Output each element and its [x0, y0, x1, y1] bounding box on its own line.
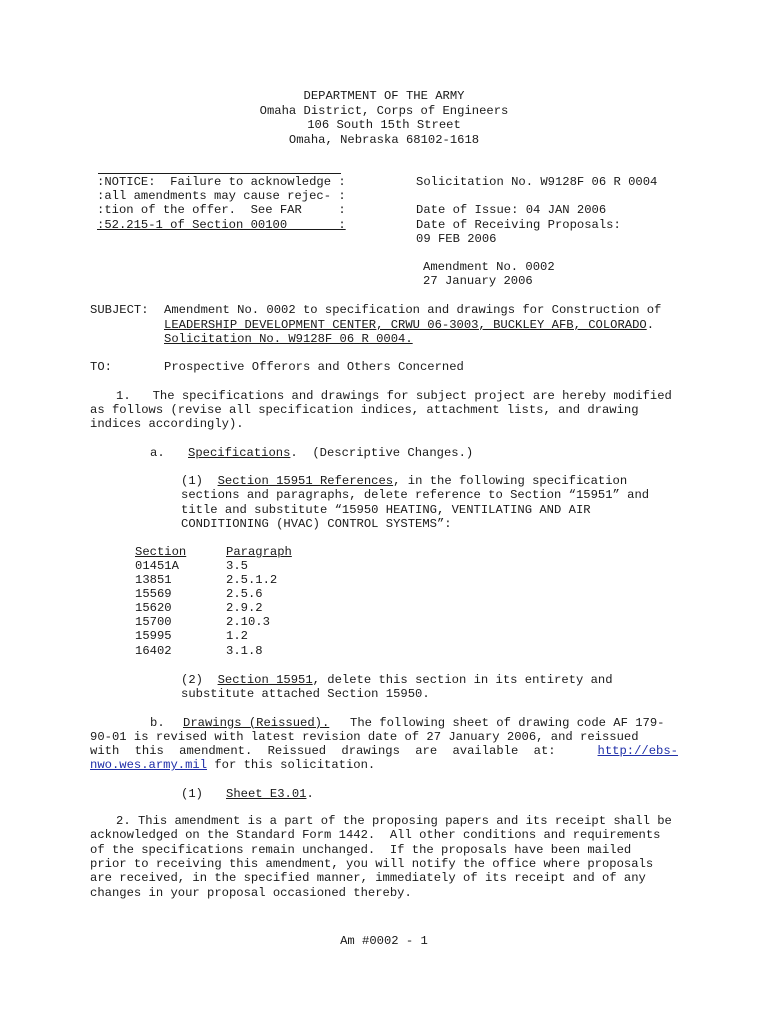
amendment-number: Amendment No. 0002 [423, 260, 555, 274]
project-title-period: . [646, 318, 655, 332]
header-street: 106 South 15th Street [307, 118, 461, 132]
project-title [164, 318, 654, 332]
item-b-title-text: Drawings (Reissued). [183, 716, 330, 730]
para2-line: are received, in the specified manner, immediately of its receipt and of any [90, 871, 646, 885]
subject-line: Amendment No. 0002 to specification and drawings for Construction of [164, 303, 662, 317]
item-a1-line: title and substitute “15950 HEATING, VENTILATING AND AIR [181, 503, 591, 517]
para2-line: of the specifications remain unchanged. If the proposals have been mailed [90, 843, 632, 857]
date-of-issue: Date of Issue: 04 JAN 2006 [416, 203, 607, 217]
receiving-label: Date of Receiving Proposals: [416, 218, 621, 232]
para1-line: indices accordingly). [90, 417, 244, 431]
item-b-line3-text: with this amendment. Reissued drawings are available at: [90, 744, 556, 758]
table-header-paragraph: Paragraph [226, 545, 292, 559]
to-recipients: Prospective Offerors and Others Concerned [164, 360, 464, 374]
item-b-line4-rest: for this solicitation. [207, 758, 376, 772]
table-cell-paragraph: 2.5.1.2 [226, 573, 278, 587]
item-a1-line [181, 474, 627, 488]
item-b1-line [226, 787, 314, 801]
to-label: TO: [90, 360, 112, 374]
item-a2-num: (2) [181, 673, 203, 687]
table-cell-paragraph: 2.10.3 [226, 615, 270, 629]
para1-line: as follows (revise all specification indices, attachment lists, and drawing [90, 403, 639, 417]
table-cell-section: 15569 [135, 587, 172, 601]
item-a-title: Specifications [188, 446, 291, 460]
table-cell-section: 15700 [135, 615, 172, 629]
table-cell-section: 15620 [135, 601, 172, 615]
item-a2-line [181, 673, 613, 687]
notice-line: :tion of the offer. See FAR : [97, 203, 346, 217]
notice-line: :52.215-1 of Section 00100 : [97, 218, 346, 232]
item-a2-rest: , delete this section in its entirety and [312, 673, 613, 687]
notice-line: :all amendments may cause rejec- : [97, 189, 346, 203]
project-title-text: LEADERSHIP DEVELOPMENT CENTER, CRWU 06-3003, BUCKLEY AFB, COLORADO [164, 318, 647, 332]
item-b-line [90, 758, 375, 772]
para2-line: 2. This amendment is a part of the proposing papers and its receipt shall be [116, 814, 672, 828]
table-cell-section: 15995 [135, 629, 172, 643]
item-b1-end: . [306, 787, 314, 801]
table-cell-paragraph: 2.5.6 [226, 587, 263, 601]
header-org: DEPARTMENT OF THE ARMY [303, 89, 465, 103]
item-b-line: 90-01 is revised with latest revision date of 27 January 2006, and reissued [90, 730, 639, 744]
item-b1-title: Sheet E3.01 [226, 787, 307, 801]
item-b-title [183, 716, 329, 730]
item-a-prefix: a. [150, 446, 165, 460]
receiving-date: 09 FEB 2006 [416, 232, 497, 246]
item-a2-line: substitute attached Section 15950. [181, 687, 430, 701]
header-district: Omaha District, Corps of Engineers [259, 104, 509, 118]
table-cell-paragraph: 2.9.2 [226, 601, 263, 615]
table-cell-paragraph: 3.1.8 [226, 644, 263, 658]
item-a1-num: (1) [181, 474, 203, 488]
para2-line: prior to receiving this amendment, you will notify the office where proposals [90, 857, 654, 871]
header-city: Omaha, Nebraska 68102-1618 [288, 133, 480, 147]
item-a1-line: CONDITIONING (HVAC) CONTROL SYSTEMS”: [181, 517, 452, 531]
notice-top-rule [98, 173, 341, 174]
amendment-date: 27 January 2006 [423, 274, 533, 288]
item-a2-title: Section 15951 [217, 673, 313, 687]
page-footer: Am #0002 - 1 [340, 934, 428, 948]
para2-line: acknowledged on the Standard Form 1442. All other conditions and requirements [90, 828, 661, 842]
item-a-rest: . (Descriptive Changes.) [290, 446, 474, 460]
para2-line: changes in your proposal occasioned thereby. [90, 886, 412, 900]
item-a1-title: Section 15951 References [217, 474, 394, 488]
solicitation-number: Solicitation No. W9128F 06 R 0004 [416, 175, 658, 189]
notice-line: :NOTICE: Failure to acknowledge : [97, 175, 346, 189]
drawings-link-continued[interactable]: nwo.wes.army.mil [90, 758, 208, 772]
item-b-line: The following sheet of drawing code AF 179- [350, 716, 665, 730]
item-b-link-line [90, 744, 678, 758]
table-cell-paragraph: 3.5 [226, 559, 248, 573]
subject-label: SUBJECT: [90, 303, 149, 317]
table-cell-section: 16402 [135, 644, 172, 658]
table-header-section: Section [135, 545, 187, 559]
para1-line: 1. The specifications and drawings for subject project are hereby modified [116, 389, 672, 403]
table-cell-paragraph: 1.2 [226, 629, 248, 643]
item-b-prefix: b. [150, 716, 165, 730]
subject-solicitation: Solicitation No. W9128F 06 R 0004. [164, 332, 413, 346]
item-b1-num: (1) [181, 787, 203, 801]
table-cell-section: 01451A [135, 559, 179, 573]
item-a1-line: sections and paragraphs, delete reference to Section “15951” and [181, 488, 650, 502]
table-cell-section: 13851 [135, 573, 172, 587]
drawings-link[interactable]: http://ebs- [597, 744, 678, 758]
item-a1-rest: , in the following specification [393, 474, 628, 488]
item-a-heading [188, 446, 473, 460]
